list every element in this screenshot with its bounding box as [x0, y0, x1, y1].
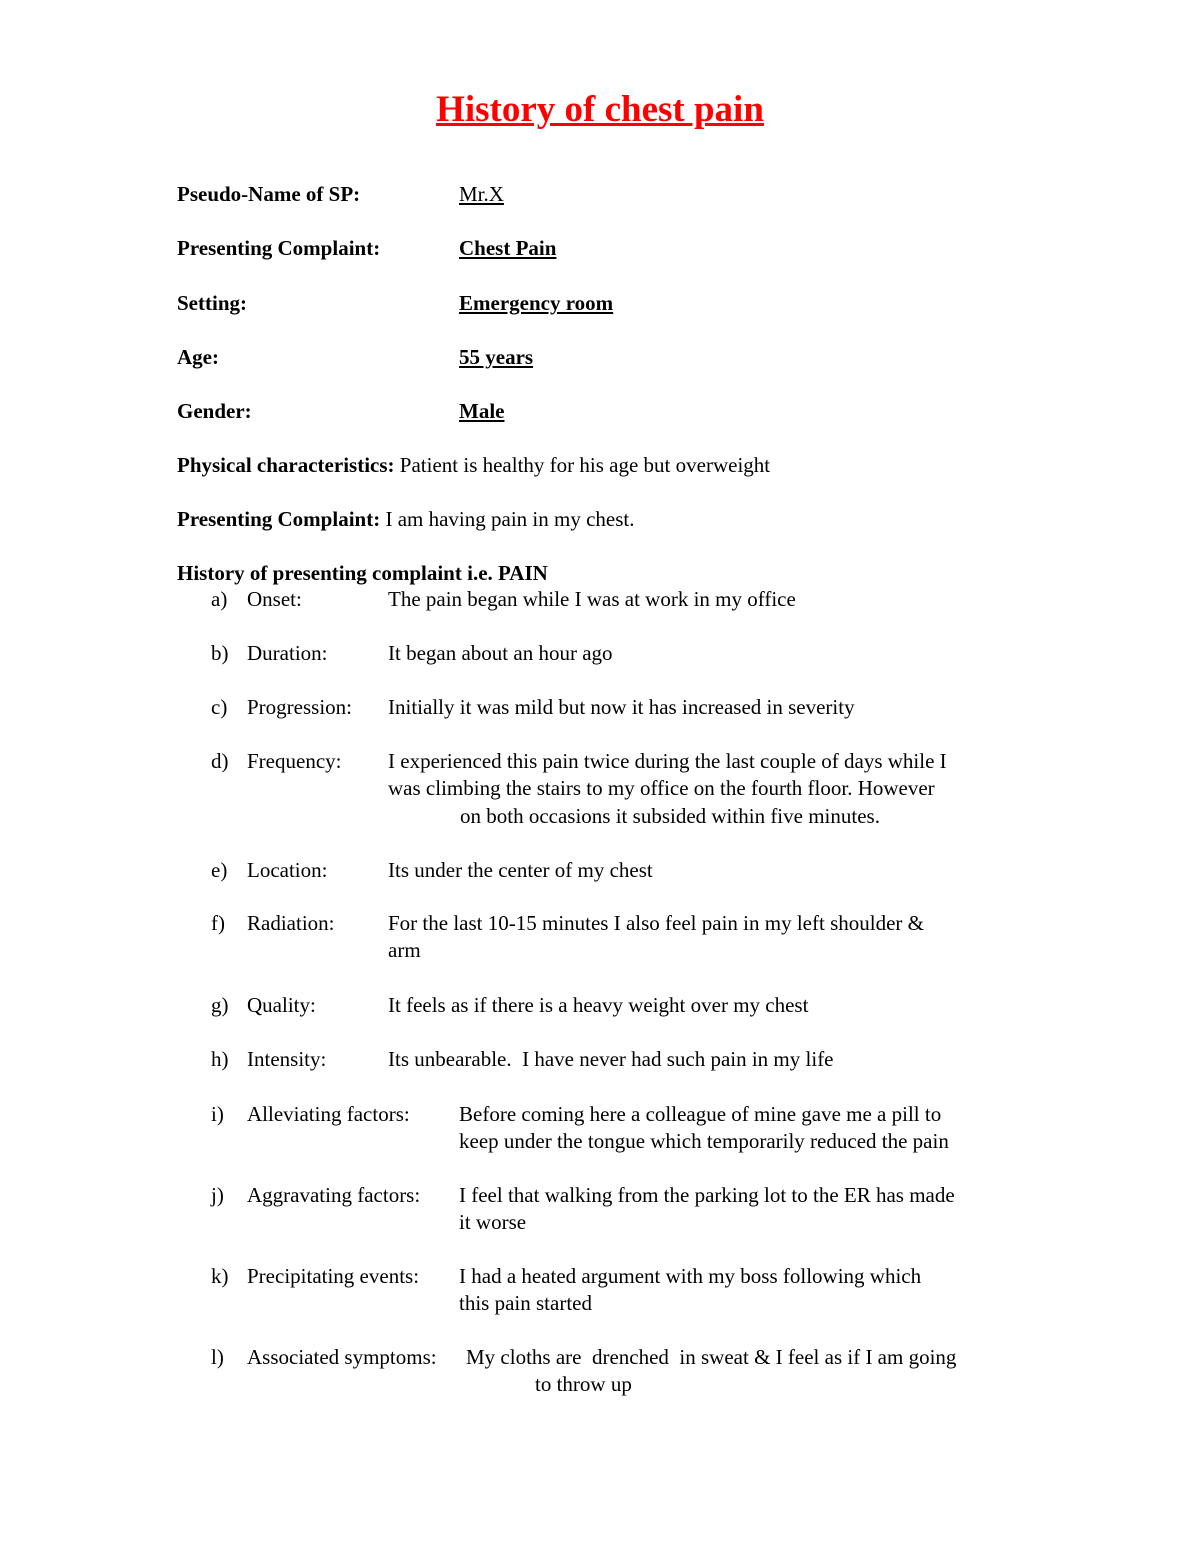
- item-key: Location:: [247, 858, 328, 882]
- item-text: was climbing the stairs to my office on the fourth floor. However: [388, 776, 935, 800]
- item-text: on both occasions it subsided within five minutes.: [460, 804, 880, 828]
- physical-text: Patient is healthy for his age but overweight: [399, 453, 771, 477]
- item-text: arm: [388, 938, 421, 962]
- item-text: to throw up: [535, 1372, 632, 1396]
- item-key: Precipitating events:: [247, 1264, 420, 1288]
- meta-label: Pseudo-Name of SP:: [177, 182, 361, 206]
- item-key: Associated symptoms:: [247, 1345, 437, 1369]
- item-text: The pain began while I was at work in my office: [388, 587, 796, 611]
- item-key: Onset:: [247, 587, 302, 611]
- item-text: My cloths are drenched in sweat & I feel as if I am going: [466, 1345, 957, 1369]
- page-title: History of chest pain: [436, 89, 764, 130]
- meta-value: 55 years: [459, 345, 534, 369]
- item-text: Its under the center of my chest: [388, 858, 653, 882]
- history-heading: [177, 559, 548, 587]
- item-key: Aggravating factors:: [247, 1183, 421, 1207]
- meta-value: Chest Pain: [459, 236, 557, 260]
- item-text: this pain started: [459, 1291, 592, 1315]
- item-key: Alleviating factors:: [247, 1102, 410, 1126]
- history-heading-text: History of presenting complaint i.e. PAIN: [177, 561, 548, 585]
- item-text: I experienced this pain twice during the last couple of days while I: [388, 749, 947, 773]
- item-letter: e): [211, 858, 228, 882]
- meta-label: Gender:: [177, 399, 252, 423]
- item-letter: j): [211, 1183, 224, 1207]
- item-letter: i): [211, 1102, 224, 1126]
- item-letter: g): [211, 993, 229, 1017]
- meta-value: Male: [459, 399, 505, 423]
- item-text: Before coming here a colleague of mine gave me a pill to: [459, 1102, 942, 1126]
- item-letter: k): [211, 1264, 229, 1288]
- item-text: It began about an hour ago: [388, 641, 613, 665]
- item-key: Progression:: [247, 695, 352, 719]
- item-text: it worse: [459, 1210, 527, 1234]
- physical-label: Physical characteristics:: [177, 453, 395, 477]
- presenting-complaint: [177, 505, 634, 533]
- item-text: I had a heated argument with my boss following which: [459, 1264, 922, 1288]
- meta-label: Age:: [177, 345, 219, 369]
- item-key: Intensity:: [247, 1047, 327, 1071]
- item-key: Frequency:: [247, 749, 342, 773]
- meta-label: Presenting Complaint:: [177, 236, 381, 260]
- complaint-text: I am having pain in my chest.: [385, 507, 635, 531]
- item-letter: f): [211, 911, 225, 935]
- item-text: keep under the tongue which temporarily reduced the pain: [459, 1129, 949, 1153]
- item-key: Duration:: [247, 641, 328, 665]
- item-key: Quality:: [247, 993, 316, 1017]
- meta-value: Mr.X: [459, 182, 504, 206]
- complaint-label: Presenting Complaint:: [177, 507, 381, 531]
- item-letter: h): [211, 1047, 229, 1071]
- item-text: Initially it was mild but now it has increased in severity: [388, 695, 855, 719]
- item-text: I feel that walking from the parking lot to the ER has made: [459, 1183, 955, 1207]
- physical-characteristics: [177, 451, 770, 479]
- item-text: For the last 10-15 minutes I also feel pain in my left shoulder &: [388, 911, 924, 935]
- item-text: It feels as if there is a heavy weight over my chest: [388, 993, 809, 1017]
- item-letter: l): [211, 1345, 224, 1369]
- item-letter: b): [211, 641, 229, 665]
- item-text: Its unbearable. I have never had such pain in my life: [388, 1047, 834, 1071]
- item-letter: d): [211, 749, 229, 773]
- meta-value: Emergency room: [459, 291, 614, 315]
- item-letter: a): [211, 587, 228, 611]
- item-key: Radiation:: [247, 911, 335, 935]
- meta-label: Setting:: [177, 291, 247, 315]
- item-letter: c): [211, 695, 228, 719]
